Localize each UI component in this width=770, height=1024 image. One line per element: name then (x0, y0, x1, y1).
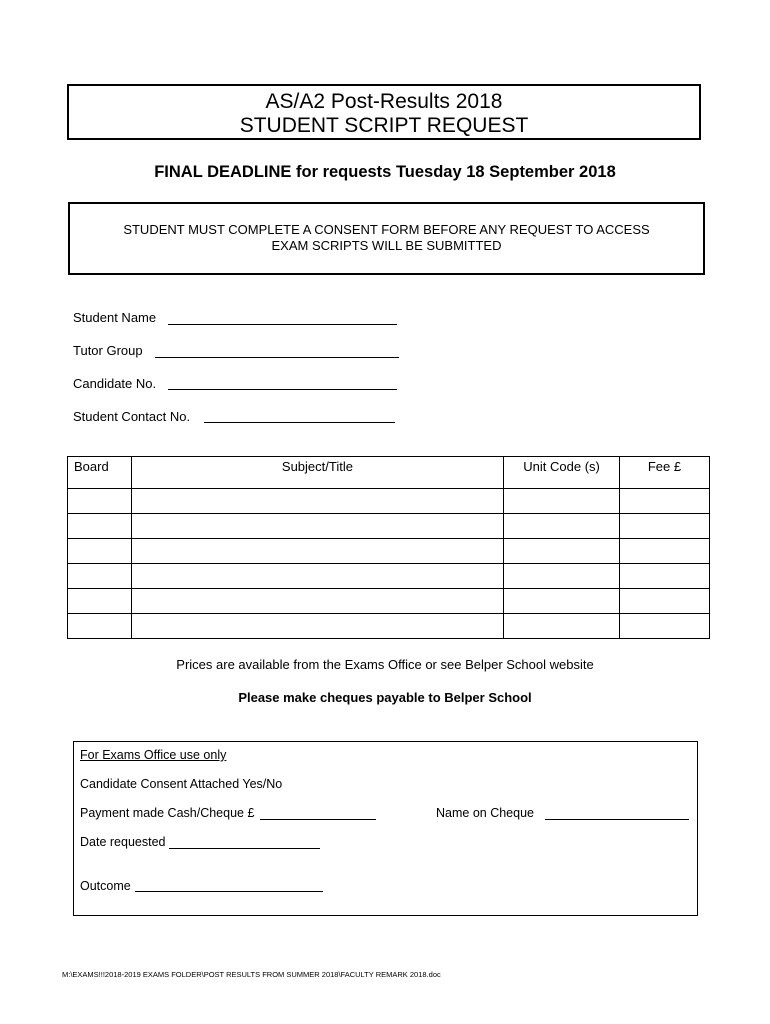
board-cell[interactable] (68, 589, 132, 614)
board-cell[interactable] (68, 614, 132, 639)
date-requested-field[interactable] (169, 848, 320, 849)
payment-amount-field[interactable] (260, 819, 376, 820)
title-line-1: AS/A2 Post-Results 2018 (265, 90, 503, 113)
header-unit-code: Unit Code (s) (504, 457, 620, 489)
deadline-text: FINAL DEADLINE for requests Tuesday 18 September 2018 (154, 163, 616, 181)
name-on-cheque-label: Name on Cheque (436, 806, 534, 820)
candidate-no-label: Candidate No. (73, 376, 157, 391)
subject-cell[interactable] (131, 489, 504, 514)
contact-no-label: Student Contact No. (73, 409, 191, 424)
consent-notice-box (68, 202, 705, 275)
unit-code-cell[interactable] (504, 614, 620, 639)
unit-code-cell[interactable] (504, 564, 620, 589)
tutor-group-field[interactable] (155, 357, 399, 358)
prices-note: Prices are available from the Exams Office or see Belper School website (176, 657, 594, 672)
office-heading: For Exams Office use only (80, 748, 227, 762)
table-row (68, 489, 710, 514)
table-row (68, 589, 710, 614)
student-name-field[interactable] (168, 324, 397, 325)
fee-cell[interactable] (619, 589, 709, 614)
subject-cell[interactable] (131, 614, 504, 639)
fee-cell[interactable] (619, 614, 709, 639)
subject-cell[interactable] (131, 564, 504, 589)
board-cell[interactable] (68, 539, 132, 564)
request-table (67, 456, 710, 639)
header-fee: Fee £ (619, 457, 709, 489)
footer-file-path: M:\EXAMS!!!2018-2019 EXAMS FOLDER\POST RESULTS FROM SUMMER 2018\FACULTY REMARK 2018.doc (62, 970, 441, 979)
outcome-label: Outcome (80, 879, 131, 893)
table-row (68, 614, 710, 639)
fee-cell[interactable] (619, 489, 709, 514)
table-row (68, 564, 710, 589)
date-requested-label: Date requested (80, 835, 166, 849)
outcome-field[interactable] (135, 891, 323, 892)
fee-cell[interactable] (619, 564, 709, 589)
exams-office-box (73, 741, 698, 916)
unit-code-cell[interactable] (504, 539, 620, 564)
tutor-group-label: Tutor Group (73, 343, 143, 358)
fee-cell[interactable] (619, 514, 709, 539)
title-box (67, 84, 701, 140)
table-header-row (68, 457, 710, 489)
header-subject: Subject/Title (131, 457, 504, 489)
board-cell[interactable] (68, 514, 132, 539)
board-cell[interactable] (68, 564, 132, 589)
title-line-2: STUDENT SCRIPT REQUEST (239, 114, 529, 137)
contact-no-field[interactable] (204, 422, 395, 423)
payment-label: Payment made Cash/Cheque £ (80, 806, 255, 820)
subject-cell[interactable] (131, 514, 504, 539)
cheques-note: Please make cheques payable to Belper School (238, 690, 532, 705)
consent-attached-label: Candidate Consent Attached Yes/No (80, 777, 283, 791)
consent-line-1: STUDENT MUST COMPLETE A CONSENT FORM BEFORE ANY REQUEST TO ACCESS (123, 222, 650, 237)
table-row (68, 514, 710, 539)
name-on-cheque-field[interactable] (545, 819, 689, 820)
fee-cell[interactable] (619, 539, 709, 564)
unit-code-cell[interactable] (504, 514, 620, 539)
header-board: Board (68, 457, 132, 489)
table-row (68, 539, 710, 564)
unit-code-cell[interactable] (504, 489, 620, 514)
subject-cell[interactable] (131, 539, 504, 564)
student-name-label: Student Name (73, 310, 157, 325)
board-cell[interactable] (68, 489, 132, 514)
candidate-no-field[interactable] (168, 389, 397, 390)
subject-cell[interactable] (131, 589, 504, 614)
consent-line-2: EXAM SCRIPTS WILL BE SUBMITTED (271, 238, 502, 253)
unit-code-cell[interactable] (504, 589, 620, 614)
